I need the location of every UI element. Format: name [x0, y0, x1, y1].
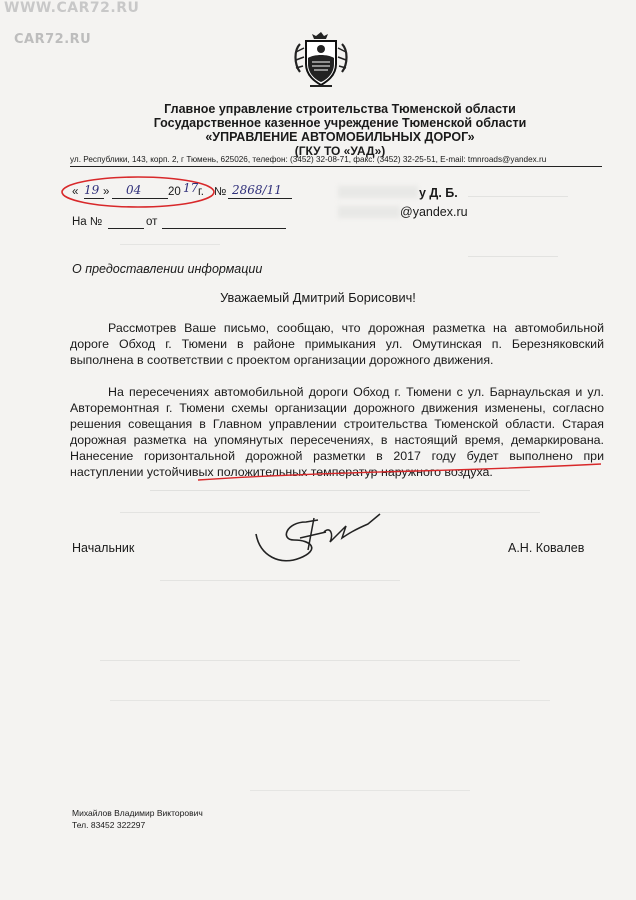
date-year-suffix: 17: [183, 181, 199, 195]
header-divider: [70, 166, 602, 167]
subject-line: О предоставлении информации: [72, 262, 263, 276]
date-month: 04: [126, 183, 142, 197]
org-name-line4: (ГКУ ТО «УАД»): [294, 144, 386, 158]
watermark-corner: CAR72.RU: [14, 32, 92, 47]
recipient-email: @yandex.ru: [400, 205, 468, 219]
ref-label: На №: [72, 216, 103, 228]
recipient-name: у Д. Б.: [419, 186, 458, 200]
org-name-line3: «УПРАВЛЕНИЕ АВТОМОБИЛЬНЫХ ДОРОГ»: [205, 130, 475, 144]
org-name-line1: Главное управление строительства Тюменской области: [164, 102, 516, 116]
reg-number-label: №: [214, 186, 227, 198]
signatory-title: Начальник: [72, 541, 135, 555]
date-quote-close: »: [103, 186, 110, 198]
watermark-top: WWW.CAR72.RU: [4, 0, 140, 16]
org-address: ул. Республики, 143, корп. 2, г Тюмень, 625026, телефон: (3452) 32-08-71, факс: (3452) 32-25-51, E-mail: tmnroads@yandex.ru: [70, 155, 547, 164]
date-year-unit: г.: [198, 186, 204, 198]
redaction-blur-email: [338, 206, 400, 218]
date-quote-open: «: [72, 186, 79, 198]
date-year-prefix: 20: [168, 186, 181, 198]
executor-name: Михайлов Владимир Викторович: [72, 808, 203, 818]
reg-number: 2868/11: [232, 183, 282, 197]
executor-phone: Тел. 83452 322297: [72, 820, 146, 830]
greeting: Уважаемый Дмитрий Борисович!: [220, 290, 416, 305]
signatory-name: А.Н. Ковалев: [508, 541, 585, 555]
redaction-blur: [338, 186, 418, 198]
handwritten-signature: [250, 504, 390, 574]
coat-of-arms-icon: [292, 28, 350, 90]
date-day: 19: [84, 183, 100, 197]
red-underline-mark: [196, 460, 606, 486]
org-name-line2: Государственное казенное учреждение Тюменской области: [153, 116, 527, 130]
ref-from-label: от: [146, 216, 158, 228]
paragraph-2: На пересечениях автомобильной дороги Обход г. Тюмени с ул. Барнаульская и ул. Авторемонтная г. Тюмени схемы организации дорожного движения изменены, согласно решения совещания в Главном управлении строительства Тюменской области. Старая дорожная разметка на упомянутых пересечениях, в настоящий время, демаркирована. Нанесение горизонтальной дорожной разметки в 2017 году будет выполнено при наступлении устойчивых положительных температур наружного воздуха.: [70, 385, 604, 479]
paragraph-1: Рассмотрев Ваше письмо, сообщаю, что дорожная разметка на автомобильной дороге Обход г. Тюмени в районе примыкания ул. Омутинская п. Березняковский выполнена в соответствии с проектом организации дорожного движения.: [70, 321, 604, 367]
